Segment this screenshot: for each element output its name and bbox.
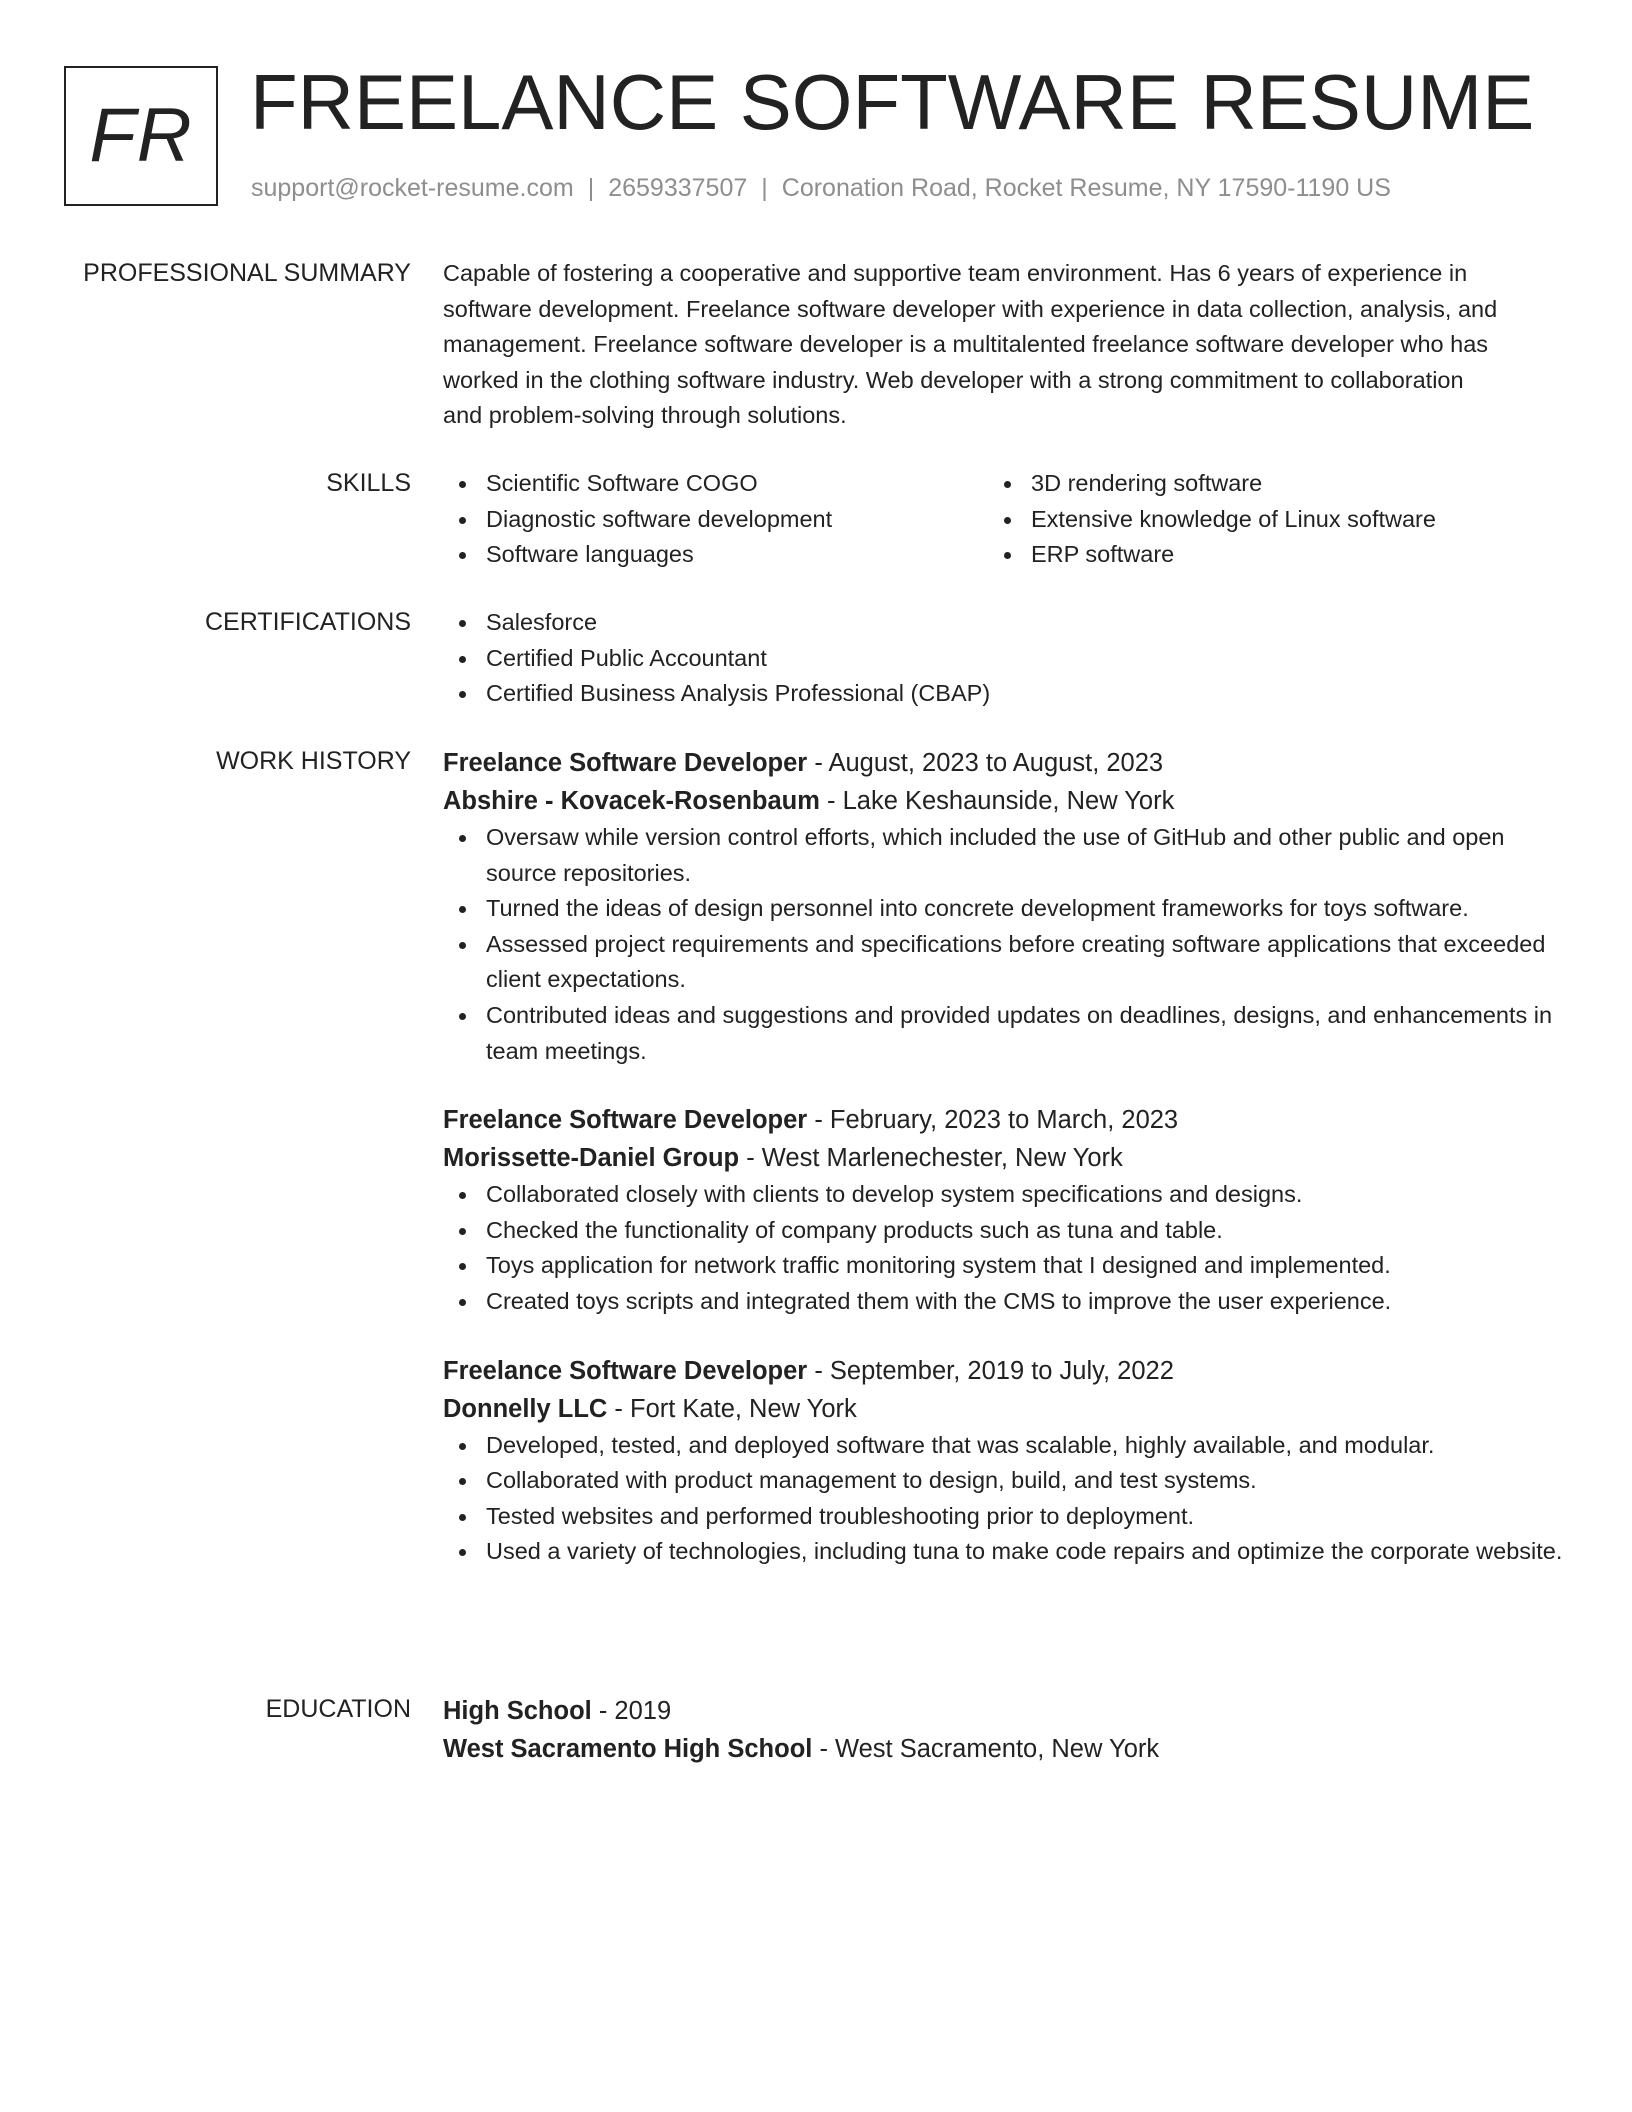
certification-item: Salesforce (443, 605, 1563, 641)
section-label-education: EDUCATION (265, 1695, 411, 1723)
resume-title: FREELANCE SOFTWARE RESUME (250, 58, 1535, 146)
job-title-line (443, 1101, 1563, 1139)
certification-item: Certified Public Accountant (443, 641, 1563, 677)
skill-item: 3D rendering software (988, 466, 1548, 502)
job-title-line (443, 744, 1563, 782)
job-entry (443, 744, 1563, 1069)
job-bullet: Used a variety of technologies, including tuna to make code repairs and optimize the corporate website. (443, 1534, 1563, 1570)
job-bullet: Checked the functionality of company products such as tuna and table. (443, 1213, 1563, 1249)
summary-body (443, 256, 1563, 434)
education-school: West Sacramento High School (443, 1735, 813, 1763)
work-history-body (443, 744, 1563, 1570)
section-label-summary: PROFESSIONAL SUMMARY (83, 259, 411, 287)
job-bullet: Contributed ideas and suggestions and provided updates on deadlines, designs, and enhancements in team meetings. (443, 998, 1563, 1069)
job-location: - West Marlenechester, New York (739, 1144, 1123, 1173)
job-location: - Lake Keshaunside, New York (819, 787, 1175, 815)
job-bullet: Oversaw while version control efforts, which included the use of GitHub and other public and open source repositories. (443, 820, 1563, 891)
contact-email[interactable]: support@rocket-resume.com (251, 174, 574, 202)
certification-item: Certified Business Analysis Professional (CBAP) (443, 676, 1563, 712)
certifications-list (443, 605, 1563, 712)
contact-address: Coronation Road, Rocket Resume, NY 17590-1190 US (781, 174, 1391, 202)
summary-line: software development. Freelance software developer with experience in data collection, analysis, and (443, 295, 1498, 322)
job-bullet: Created toys scripts and integrated them with the CMS to improve the user experience. (443, 1284, 1563, 1320)
contact-separator: | (761, 174, 768, 202)
job-bullet: Tested websites and performed troubleshooting prior to deployment. (443, 1499, 1563, 1535)
job-company: Morissette-Daniel Group (443, 1144, 740, 1173)
education-year: - 2019 (591, 1697, 672, 1725)
job-bullet: Developed, tested, and deployed software that was scalable, highly available, and modular. (443, 1428, 1563, 1464)
job-title: Freelance Software Developer (443, 1106, 808, 1135)
job-location: - Fort Kate, New York (607, 1394, 857, 1423)
job-bullet: Toys application for network traffic monitoring system that I designed and implemented. (443, 1248, 1563, 1284)
job-bullet: Collaborated closely with clients to develop system specifications and designs. (443, 1177, 1563, 1213)
section-label-skills: SKILLS (326, 469, 411, 497)
job-bullet-list (443, 1428, 1563, 1570)
skills-list-right (988, 466, 1548, 573)
monogram-logo (64, 66, 218, 206)
job-company: Donnelly LLC (443, 1394, 608, 1423)
section-label-certifications: CERTIFICATIONS (204, 608, 411, 636)
skills-body (443, 466, 1563, 573)
summary-line: worked in the clothing software industry. Web developer with a strong commitment to collaboration (443, 366, 1464, 393)
summary-line: management. Freelance software developer is a multitalented freelance software developer who has (443, 331, 1489, 358)
job-company-line (443, 1139, 1563, 1177)
summary-line: Capable of fostering a cooperative and supportive team environment. Has 6 years of experience in (443, 260, 1468, 286)
job-dates: - February, 2023 to March, 2023 (807, 1106, 1179, 1135)
skill-item: ERP software (988, 537, 1548, 573)
skill-item: Extensive knowledge of Linux software (988, 502, 1548, 538)
skill-item: Scientific Software COGO (443, 466, 988, 502)
education-body (443, 1692, 1563, 1768)
job-title-line (443, 1352, 1563, 1390)
skills-list-left (443, 466, 988, 573)
job-bullet-list (443, 820, 1563, 1069)
job-bullet-list (443, 1177, 1563, 1319)
section-label-work-history: WORK HISTORY (216, 747, 411, 775)
job-company-line (443, 1390, 1563, 1428)
job-dates: - August, 2023 to August, 2023 (807, 749, 1164, 777)
education-degree-line (443, 1692, 1563, 1730)
job-title: Freelance Software Developer (443, 1356, 808, 1385)
job-dates: - September, 2019 to July, 2022 (807, 1356, 1174, 1385)
job-bullet: Collaborated with product management to design, build, and test systems. (443, 1463, 1563, 1499)
job-company: Abshire - Kovacek-Rosenbaum (443, 787, 820, 815)
education-school-line (443, 1730, 1563, 1768)
job-entry (443, 1352, 1563, 1570)
contact-separator: | (587, 174, 595, 202)
job-title: Freelance Software Developer (443, 749, 808, 777)
job-company-line (443, 782, 1563, 820)
job-bullet: Turned the ideas of design personnel into concrete development frameworks for toys software. (443, 891, 1563, 927)
contact-line (251, 172, 1391, 204)
certifications-body (443, 605, 1563, 712)
education-degree: High School (443, 1697, 592, 1725)
skill-item: Software languages (443, 537, 988, 573)
job-entry (443, 1101, 1563, 1319)
contact-phone[interactable]: 2659337507 (608, 174, 748, 202)
job-bullet: Assessed project requirements and specifications before creating software applications that exceeded client expectations. (443, 927, 1563, 998)
monogram-initials: FR (89, 93, 193, 178)
skill-item: Diagnostic software development (443, 502, 988, 538)
education-location: - West Sacramento, New York (812, 1735, 1160, 1763)
summary-line: and problem-solving through solutions. (443, 402, 847, 429)
